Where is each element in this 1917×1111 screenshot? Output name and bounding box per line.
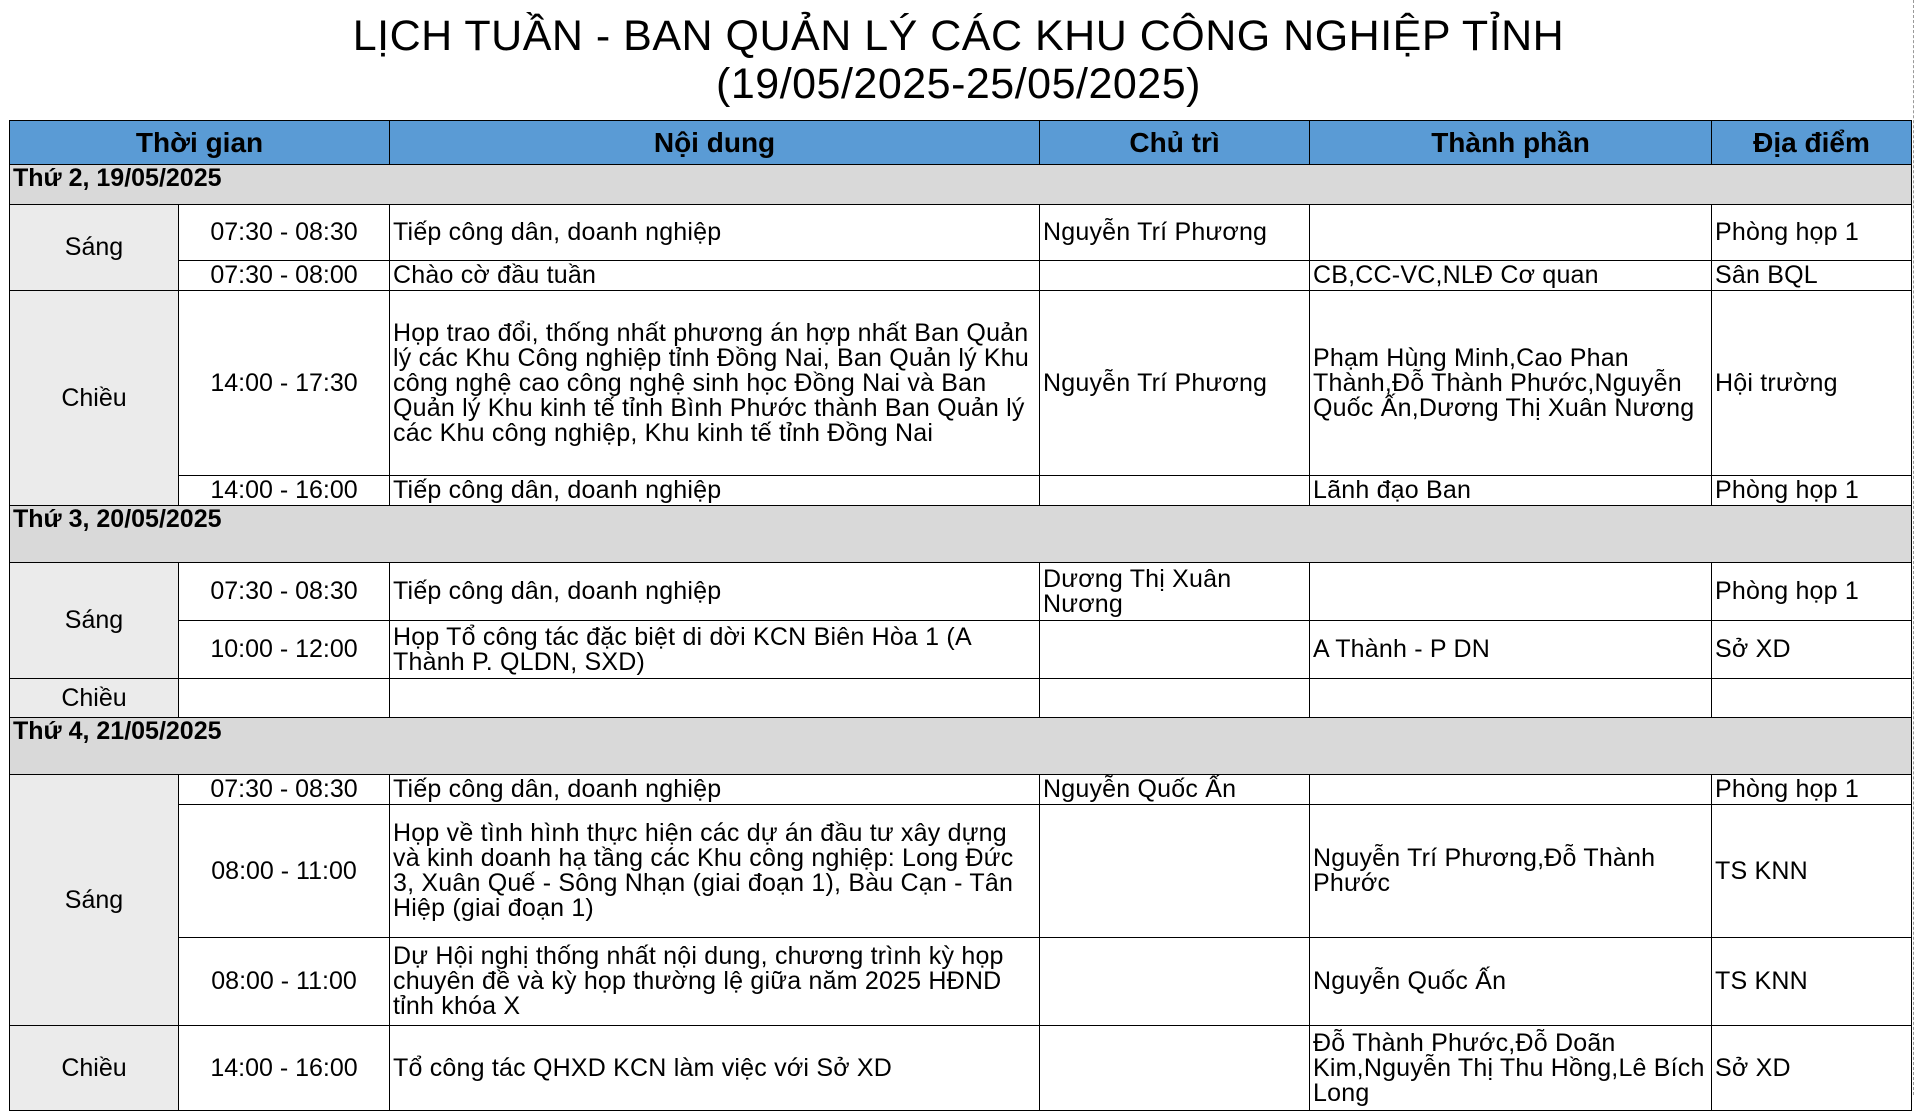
event-location: Phòng họp 1 [1712,476,1912,506]
header-chair: Chủ trì [1040,121,1310,165]
event-participants: Lãnh đạo Ban [1310,476,1712,506]
table-row [10,938,1912,1026]
event-time: 08:00 - 11:00 [179,938,390,1026]
header-time: Thời gian [10,121,390,165]
event-chair [1040,476,1310,506]
table-row [10,679,1912,718]
event-participants: Phạm Hùng Minh,Cao Phan Thành,Đỗ Thành Phước,Nguyễn Quốc Ấn,Dương Thị Xuân Nương [1310,291,1712,476]
table-row [10,476,1912,506]
event-time: 14:00 - 17:30 [179,291,390,476]
event-location: Sở XD [1712,1026,1912,1111]
day-label: Thứ 4, 21/05/2025 [10,718,1912,775]
event-chair [1040,679,1310,718]
table-row [10,261,1912,291]
day-row [10,165,1912,205]
event-content: Tiếp công dân, doanh nghiệp [390,205,1040,261]
event-time: 07:30 - 08:30 [179,563,390,621]
event-time: 07:30 - 08:30 [179,205,390,261]
event-time: 07:30 - 08:30 [179,775,390,805]
session-label: Chiều [10,1026,179,1111]
event-chair: Nguyễn Trí Phương [1040,291,1310,476]
page-edge [1913,0,1914,1095]
header-content: Nội dung [390,121,1040,165]
event-time: 14:00 - 16:00 [179,476,390,506]
event-location: Hội trường [1712,291,1912,476]
event-chair: Nguyễn Trí Phương [1040,205,1310,261]
event-location: TS KNN [1712,805,1912,938]
event-chair [1040,621,1310,679]
event-content: Họp về tình hình thực hiện các dự án đầu tư xây dựng và kinh doanh hạ tầng các Khu công nghiệp: Long Đức 3, Xuân Quế - Sông Nhạn (giai đoạn 1), Bàu Cạn - Tân Hiệp (giai đoạn 1) [390,805,1040,938]
event-participants [1310,679,1712,718]
event-location: Sân BQL [1712,261,1912,291]
header-participants: Thành phần [1310,121,1712,165]
event-location: Phòng họp 1 [1712,775,1912,805]
event-content: Dự Hội nghị thống nhất nội dung, chương trình kỳ họp chuyên đề và kỳ họp thường lệ giữa năm 2025 HĐND tỉnh khóa X [390,938,1040,1026]
event-location: Phòng họp 1 [1712,205,1912,261]
date-range: (19/05/2025-25/05/2025) [716,60,1201,108]
event-participants: A Thành - P DN [1310,621,1712,679]
event-participants: Nguyễn Trí Phương,Đỗ Thành Phước [1310,805,1712,938]
session-label: Chiều [10,291,179,506]
event-time: 07:30 - 08:00 [179,261,390,291]
event-participants [1310,205,1712,261]
table-row [10,805,1912,938]
event-participants [1310,563,1712,621]
event-time: 14:00 - 16:00 [179,1026,390,1111]
event-content: Chào cờ đầu tuần [390,261,1040,291]
event-location: Phòng họp 1 [1712,563,1912,621]
event-content [390,679,1040,718]
event-time [179,679,390,718]
event-content: Tổ công tác QHXD KCN làm việc với Sở XD [390,1026,1040,1111]
event-time: 10:00 - 12:00 [179,621,390,679]
day-row [10,718,1912,775]
event-participants: Nguyễn Quốc Ấn [1310,938,1712,1026]
event-participants: CB,CC-VC,NLĐ Cơ quan [1310,261,1712,291]
day-row [10,506,1912,563]
session-label: Sáng [10,205,179,291]
event-chair [1040,805,1310,938]
event-content: Họp Tổ công tác đặc biệt di dời KCN Biên Hòa 1 (A Thành P. QLDN, SXD) [390,621,1040,679]
schedule-table [9,120,1912,1111]
event-participants [1310,775,1712,805]
event-content: Tiếp công dân, doanh nghiệp [390,476,1040,506]
event-chair [1040,1026,1310,1111]
event-content: Tiếp công dân, doanh nghiệp [390,775,1040,805]
table-row [10,205,1912,261]
event-chair [1040,261,1310,291]
table-header-row [10,121,1912,165]
event-time: 08:00 - 11:00 [179,805,390,938]
event-chair [1040,938,1310,1026]
table-row [10,621,1912,679]
event-location: Sở XD [1712,621,1912,679]
event-content: Tiếp công dân, doanh nghiệp [390,563,1040,621]
session-label: Sáng [10,775,179,1026]
session-label: Chiều [10,679,179,718]
table-row [10,563,1912,621]
table-row [10,1026,1912,1111]
day-label: Thứ 2, 19/05/2025 [10,165,1912,205]
session-label: Sáng [10,563,179,679]
event-chair: Nguyễn Quốc Ấn [1040,775,1310,805]
page-title: LỊCH TUẦN - BAN QUẢN LÝ CÁC KHU CÔNG NGHIỆP TỈNH [352,12,1565,60]
event-location: TS KNN [1712,938,1912,1026]
day-label: Thứ 3, 20/05/2025 [10,506,1912,563]
table-row [10,775,1912,805]
event-location [1712,679,1912,718]
event-participants: Đỗ Thành Phước,Đỗ Doãn Kim,Nguyễn Thị Thu Hồng,Lê Bích Long [1310,1026,1712,1111]
event-content: Họp trao đổi, thống nhất phương án hợp nhất Ban Quản lý các Khu Công nghiệp tỉnh Đồng Nai, Ban Quản lý Khu công nghệ cao công nghệ sinh học Đồng Nai và Ban Quản lý Khu kinh tế tỉnh Bình Phước thành Ban Quản lý các Khu công nghiệp, Khu kinh tế tỉnh Đồng Nai [390,291,1040,476]
header-location: Địa điểm [1712,121,1912,165]
event-chair: Dương Thị Xuân Nương [1040,563,1310,621]
table-row [10,291,1912,476]
